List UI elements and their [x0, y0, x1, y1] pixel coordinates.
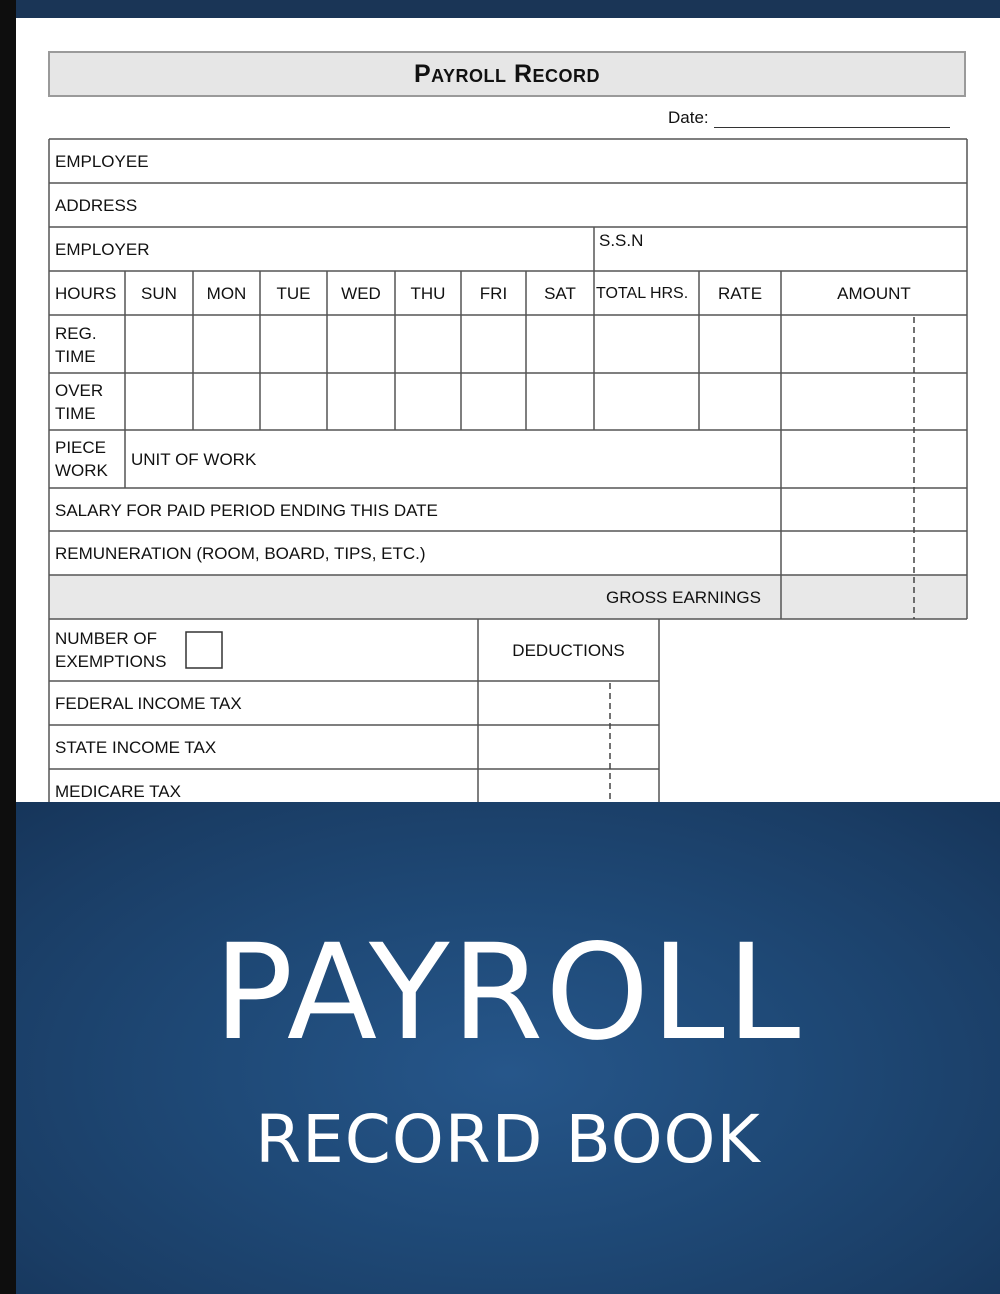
over-time-line2: TIME — [55, 404, 96, 423]
gross-earnings-label: GROSS EARNINGS — [606, 588, 761, 607]
cover-title: PAYROLL — [213, 916, 803, 1070]
date-label: Date: — [668, 108, 709, 127]
top-cover-strip — [16, 0, 1000, 18]
col-wed: WED — [341, 284, 381, 303]
col-sun: SUN — [141, 284, 177, 303]
col-amount: AMOUNT — [837, 284, 911, 303]
state-income-tax-label: STATE INCOME TAX — [55, 738, 217, 757]
piece-work-line1: PIECE — [55, 438, 107, 457]
piece-work-line2: WORK — [55, 461, 108, 480]
col-rate: RATE — [717, 284, 763, 303]
form-title: Payroll Record — [48, 51, 966, 97]
unit-of-work-label: UNIT OF WORK — [131, 450, 257, 469]
col-fri: FRI — [479, 284, 508, 303]
col-mon: MON — [206, 284, 247, 303]
employee-label: EMPLOYEE — [55, 152, 149, 171]
exemptions-line1: NUMBER OF — [55, 629, 157, 648]
medicare-tax-label: MEDICARE TAX — [55, 782, 181, 801]
exemptions-line2: EXEMPTIONS — [55, 652, 167, 671]
remuneration-label: REMUNERATION (ROOM, BOARD, TIPS, ETC.) — [55, 544, 426, 563]
form-grid-lines — [16, 18, 1000, 802]
exemptions-checkbox — [186, 632, 222, 668]
col-tue: TUE — [276, 284, 311, 303]
reg-time-line2: TIME — [55, 347, 96, 366]
deductions-label: DEDUCTIONS — [512, 641, 625, 660]
reg-time-line1: REG. — [55, 324, 97, 343]
federal-income-tax-label: FEDERAL INCOME TAX — [55, 694, 242, 713]
book-spine-edge — [0, 0, 16, 1294]
col-total-hrs: TOTAL HRS. — [596, 285, 689, 302]
over-time-line1: OVER — [55, 381, 104, 400]
cover-subtitle: RECORD BOOK — [255, 1101, 761, 1178]
col-hours: HOURS — [55, 284, 117, 303]
address-label: ADDRESS — [55, 196, 138, 215]
salary-label: SALARY FOR PAID PERIOD ENDING THIS DATE — [55, 501, 438, 520]
col-sat: SAT — [544, 284, 576, 303]
payroll-form-preview — [16, 18, 1000, 802]
col-thu: THU — [410, 284, 446, 303]
employer-label: EMPLOYER — [55, 240, 150, 259]
ssn-label: S.S.N — [599, 231, 644, 250]
